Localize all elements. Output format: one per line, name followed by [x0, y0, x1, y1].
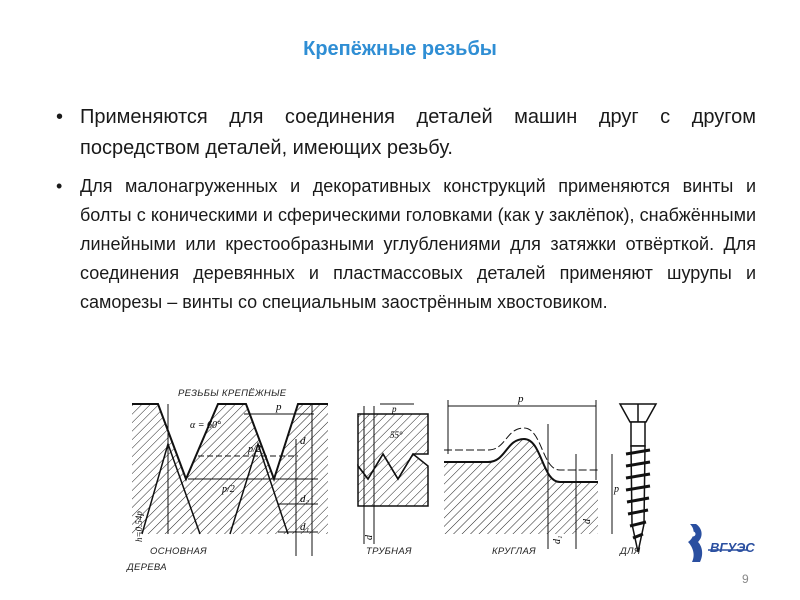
bullet-text: Применяются для соединения деталей машин друг с другом посредством деталей, имеющих резьбу. — [80, 106, 756, 159]
slide-title: Крепёжные резьбы — [303, 38, 497, 60]
d-label: d — [364, 535, 375, 540]
d-label: d — [582, 519, 593, 524]
figure-title: РЕЗЬБЫ КРЕПЁЖНЫЕ — [178, 388, 287, 399]
d2-label: d₂ — [300, 493, 310, 505]
pitch-label: p — [614, 484, 619, 495]
pitch-label: p — [392, 404, 397, 414]
logo-text: ВГУЭС — [710, 540, 755, 555]
half-pitch-label: p/2 — [222, 484, 235, 495]
pitch-label: p — [518, 393, 524, 405]
bullet-dot: • — [56, 176, 63, 196]
d1-label: d₁ — [552, 535, 563, 544]
caption-wood-part2: ДЕРЕВА — [127, 562, 167, 573]
bullet-text: Для малонагруженных и декоративных конструкций применяются винты и болты с коническими и сферическими головками (как у заклёпок), снабжёнными линейными или крестообразными углублениями для затяжки отвёрткой. Для соединения деревянных и пластмассовых деталей применяют шурупы и саморезы – винты со специальным заострённым хвостовиком. — [80, 176, 756, 312]
wood-screw-drawing — [612, 404, 656, 552]
caption-metric: ОСНОВНАЯ — [150, 546, 207, 557]
page-number: 9 — [742, 572, 749, 586]
d1-label: d₁ — [300, 521, 310, 533]
pipe-angle-label: 55° — [390, 430, 403, 440]
round-thread-drawing — [444, 393, 598, 549]
angle-label: α = 60° — [190, 420, 221, 431]
caption-round: КРУГЛАЯ — [492, 546, 536, 557]
thread-drawings — [128, 384, 668, 566]
pitch-label: p — [276, 401, 282, 413]
height-label: h=0.54p — [134, 511, 144, 542]
d-label: d — [300, 435, 306, 447]
thread-figure — [128, 384, 668, 566]
metric-thread-drawing — [132, 401, 328, 556]
bullet-dot: • — [56, 106, 64, 128]
caption-pipe: ТРУБНАЯ — [366, 546, 412, 557]
caption-wood-part1: ДЛЯ — [620, 546, 641, 557]
half-pitch-label: p/2 — [248, 444, 261, 455]
pipe-thread-drawing — [358, 404, 428, 544]
